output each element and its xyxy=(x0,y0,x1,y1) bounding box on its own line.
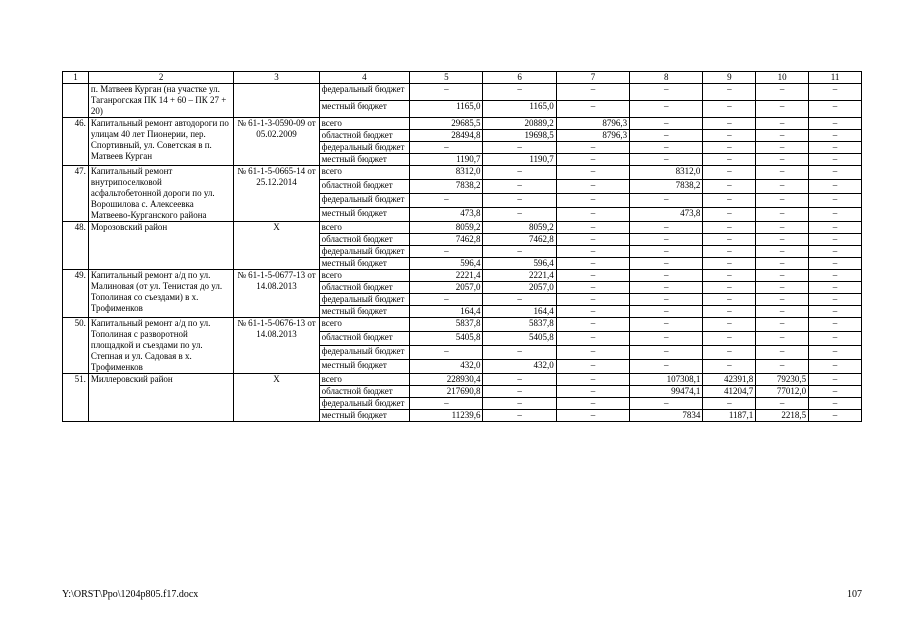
funding-source: федеральный бюджет xyxy=(319,194,410,208)
row-number xyxy=(63,84,89,118)
total-value: 596,4 xyxy=(410,258,483,270)
col8-value: 7834 xyxy=(630,410,703,422)
total-value: – xyxy=(410,84,483,101)
table-row xyxy=(63,270,862,282)
col6-value: 20889,2 xyxy=(483,118,556,130)
col9-value: – xyxy=(703,208,756,222)
col7-value: – xyxy=(556,360,629,374)
col9-value: – xyxy=(703,360,756,374)
col10-value: – xyxy=(756,294,809,306)
col10-value: – xyxy=(756,142,809,154)
col6-value: – xyxy=(483,398,556,410)
col10-value: – xyxy=(756,118,809,130)
col10-value: 79230,5 xyxy=(756,374,809,386)
total-value: 228930,4 xyxy=(410,374,483,386)
col8-value: 8312,0 xyxy=(630,166,703,180)
col7-value: – xyxy=(556,258,629,270)
col8-value: – xyxy=(630,246,703,258)
col7-value: – xyxy=(556,208,629,222)
header-cell: 6 xyxy=(483,72,556,84)
funding-source: федеральный бюджет xyxy=(319,84,410,101)
col8-value: 107308,1 xyxy=(630,374,703,386)
col6-value: 1165,0 xyxy=(483,101,556,118)
funding-source: всего xyxy=(319,374,410,386)
col9-value: – xyxy=(703,166,756,180)
col11-value: – xyxy=(809,270,862,282)
col6-value: 7462,8 xyxy=(483,234,556,246)
col9-value: – xyxy=(703,101,756,118)
header-cell: 8 xyxy=(630,72,703,84)
col7-value: – xyxy=(556,246,629,258)
total-value: 1190,7 xyxy=(410,154,483,166)
col10-value: – xyxy=(756,270,809,282)
total-value: 11239,6 xyxy=(410,410,483,422)
total-value: 8059,2 xyxy=(410,222,483,234)
table-row xyxy=(63,318,862,332)
col6-value: 5837,8 xyxy=(483,318,556,332)
col9-value: – xyxy=(703,282,756,294)
funding-source: федеральный бюджет xyxy=(319,398,410,410)
col11-value: – xyxy=(809,258,862,270)
document-ref: № 61-1-5-0676-13 от 14.08.2013 xyxy=(234,318,319,374)
total-value: 7462,8 xyxy=(410,234,483,246)
col9-value: – xyxy=(703,142,756,154)
total-value: 8312,0 xyxy=(410,166,483,180)
col11-value: – xyxy=(809,166,862,180)
row-number: 49. xyxy=(63,270,89,318)
total-value: – xyxy=(410,294,483,306)
col7-value: – xyxy=(556,154,629,166)
col8-value: 99474,1 xyxy=(630,386,703,398)
col10-value: – xyxy=(756,258,809,270)
col10-value: – xyxy=(756,246,809,258)
object-name: Капитальный ремонт а/д по ул. Тополиная с разворотной площадкой и съездами по ул. Степная и ул. Садовая в х. Трофименков xyxy=(88,318,234,374)
table-row xyxy=(63,222,862,234)
total-value: 5837,8 xyxy=(410,318,483,332)
col8-value: 7838,2 xyxy=(630,180,703,194)
col8-value: – xyxy=(630,282,703,294)
col6-value: 1190,7 xyxy=(483,154,556,166)
col7-value: – xyxy=(556,410,629,422)
col6-value: 432,0 xyxy=(483,360,556,374)
col6-value: 2221,4 xyxy=(483,270,556,282)
col7-value: – xyxy=(556,234,629,246)
col9-value: – xyxy=(703,180,756,194)
object-name: Морозовский район xyxy=(88,222,234,270)
header-cell: 3 xyxy=(234,72,319,84)
object-name: п. Матвеев Курган (на участке ул. Таганрогская ПК 14 + 60 – ПК 27 + 20) xyxy=(88,84,234,118)
col7-value: 8796,3 xyxy=(556,118,629,130)
funding-source: местный бюджет xyxy=(319,410,410,422)
col6-value: 596,4 xyxy=(483,258,556,270)
col6-value: – xyxy=(483,346,556,360)
total-value: 7838,2 xyxy=(410,180,483,194)
col10-value: – xyxy=(756,346,809,360)
col7-value: – xyxy=(556,318,629,332)
document-ref: № 61-1-5-0677-13 от 14.08.2013 xyxy=(234,270,319,318)
col6-value: – xyxy=(483,180,556,194)
total-value: 432,0 xyxy=(410,360,483,374)
col10-value: – xyxy=(756,318,809,332)
col8-value: – xyxy=(630,346,703,360)
col7-value: – xyxy=(556,306,629,318)
header-cell: 2 xyxy=(88,72,234,84)
col11-value: – xyxy=(809,318,862,332)
funding-source: местный бюджет xyxy=(319,208,410,222)
funding-source: всего xyxy=(319,222,410,234)
col6-value: – xyxy=(483,84,556,101)
total-value: – xyxy=(410,246,483,258)
funding-source: всего xyxy=(319,318,410,332)
total-value: 29685,5 xyxy=(410,118,483,130)
col10-value: 2218,5 xyxy=(756,410,809,422)
funding-source: федеральный бюджет xyxy=(319,346,410,360)
col6-value: – xyxy=(483,386,556,398)
col8-value: – xyxy=(630,154,703,166)
col11-value: – xyxy=(809,346,862,360)
col7-value: – xyxy=(556,294,629,306)
row-number: 46. xyxy=(63,118,89,166)
col8-value: – xyxy=(630,294,703,306)
total-value: – xyxy=(410,194,483,208)
col8-value: 473,8 xyxy=(630,208,703,222)
col10-value: – xyxy=(756,332,809,346)
col7-value: – xyxy=(556,194,629,208)
col9-value: – xyxy=(703,270,756,282)
funding-source: областной бюджет xyxy=(319,130,410,142)
col11-value: – xyxy=(809,410,862,422)
table-row xyxy=(63,166,862,180)
budget-table xyxy=(62,71,862,422)
col11-value: – xyxy=(809,101,862,118)
col7-value: – xyxy=(556,180,629,194)
col7-value: – xyxy=(556,374,629,386)
col6-value: – xyxy=(483,294,556,306)
col11-value: – xyxy=(809,142,862,154)
header-row xyxy=(63,72,862,84)
document-ref: № 61-1-5-0665-14 от 25.12.2014 xyxy=(234,166,319,222)
row-number: 47. xyxy=(63,166,89,222)
col7-value: – xyxy=(556,282,629,294)
col8-value: – xyxy=(630,332,703,346)
col6-value: – xyxy=(483,410,556,422)
total-value: 473,8 xyxy=(410,208,483,222)
col8-value: – xyxy=(630,234,703,246)
total-value: 5405,8 xyxy=(410,332,483,346)
col11-value: – xyxy=(809,130,862,142)
col11-value: – xyxy=(809,306,862,318)
total-value: – xyxy=(410,346,483,360)
funding-source: областной бюджет xyxy=(319,180,410,194)
funding-source: местный бюджет xyxy=(319,306,410,318)
col10-value: – xyxy=(756,180,809,194)
col7-value: 8796,3 xyxy=(556,130,629,142)
col6-value: – xyxy=(483,208,556,222)
col6-value: – xyxy=(483,374,556,386)
col7-value: – xyxy=(556,270,629,282)
col8-value: – xyxy=(630,101,703,118)
col11-value: – xyxy=(809,360,862,374)
col10-value: – xyxy=(756,398,809,410)
footer-page-number: 107 xyxy=(847,589,862,600)
header-cell: 1 xyxy=(63,72,89,84)
col11-value: – xyxy=(809,282,862,294)
total-value: 2057,0 xyxy=(410,282,483,294)
col9-value: – xyxy=(703,306,756,318)
col11-value: – xyxy=(809,234,862,246)
total-value: – xyxy=(410,142,483,154)
col7-value: – xyxy=(556,398,629,410)
col6-value: 5405,8 xyxy=(483,332,556,346)
col9-value: – xyxy=(703,294,756,306)
col10-value: – xyxy=(756,84,809,101)
col8-value: – xyxy=(630,270,703,282)
object-name: Капитальный ремонт автодороги по улицам 40 лет Пионерии, пер. Спортивный, ул. Советская в п. Матвеев Курган xyxy=(88,118,234,166)
col9-value: – xyxy=(703,398,756,410)
col6-value: 8059,2 xyxy=(483,222,556,234)
funding-source: областной бюджет xyxy=(319,234,410,246)
col11-value: – xyxy=(809,294,862,306)
total-value: 164,4 xyxy=(410,306,483,318)
funding-source: областной бюджет xyxy=(319,386,410,398)
col11-value: – xyxy=(809,246,862,258)
col9-value: – xyxy=(703,194,756,208)
col11-value: – xyxy=(809,84,862,101)
col6-value: 164,4 xyxy=(483,306,556,318)
col7-value: – xyxy=(556,346,629,360)
total-value: 2221,4 xyxy=(410,270,483,282)
col11-value: – xyxy=(809,118,862,130)
funding-source: всего xyxy=(319,118,410,130)
col10-value: – xyxy=(756,154,809,166)
col9-value: 1187,1 xyxy=(703,410,756,422)
col11-value: – xyxy=(809,194,862,208)
col8-value: – xyxy=(630,130,703,142)
col6-value: 2057,0 xyxy=(483,282,556,294)
header-cell: 9 xyxy=(703,72,756,84)
col6-value: – xyxy=(483,246,556,258)
table-row xyxy=(63,118,862,130)
col10-value: – xyxy=(756,130,809,142)
col10-value: – xyxy=(756,360,809,374)
funding-source: местный бюджет xyxy=(319,258,410,270)
footer-file-path: Y:\ORST\Ppo\1204p805.f17.docx xyxy=(62,589,199,600)
document-ref: Х xyxy=(234,374,319,422)
row-number: 51. xyxy=(63,374,89,422)
object-name: Капитальный ремонт внутрипоселковой асфальтобетонной дороги по ул. Ворошилова с. Алексеевка Матвеево-Курганского района xyxy=(88,166,234,222)
col7-value: – xyxy=(556,222,629,234)
col10-value: – xyxy=(756,194,809,208)
col8-value: – xyxy=(630,360,703,374)
col9-value: – xyxy=(703,346,756,360)
col9-value: 41204,7 xyxy=(703,386,756,398)
funding-source: федеральный бюджет xyxy=(319,294,410,306)
col10-value: 77012,0 xyxy=(756,386,809,398)
col11-value: – xyxy=(809,386,862,398)
col9-value: – xyxy=(703,318,756,332)
col6-value: – xyxy=(483,194,556,208)
funding-source: местный бюджет xyxy=(319,360,410,374)
col9-value: – xyxy=(703,154,756,166)
col9-value: – xyxy=(703,332,756,346)
col9-value: – xyxy=(703,118,756,130)
col7-value: – xyxy=(556,84,629,101)
total-value: – xyxy=(410,398,483,410)
col11-value: – xyxy=(809,374,862,386)
header-cell: 5 xyxy=(410,72,483,84)
col9-value: – xyxy=(703,84,756,101)
col8-value: – xyxy=(630,142,703,154)
col9-value: – xyxy=(703,246,756,258)
col11-value: – xyxy=(809,180,862,194)
col9-value: 42391,8 xyxy=(703,374,756,386)
col11-value: – xyxy=(809,398,862,410)
funding-source: всего xyxy=(319,166,410,180)
funding-source: местный бюджет xyxy=(319,154,410,166)
col7-value: – xyxy=(556,386,629,398)
col10-value: – xyxy=(756,166,809,180)
col8-value: – xyxy=(630,118,703,130)
col9-value: – xyxy=(703,130,756,142)
funding-source: областной бюджет xyxy=(319,282,410,294)
total-value: 217690,8 xyxy=(410,386,483,398)
col10-value: – xyxy=(756,282,809,294)
document-ref xyxy=(234,84,319,118)
col8-value: – xyxy=(630,318,703,332)
col6-value: – xyxy=(483,166,556,180)
col10-value: – xyxy=(756,101,809,118)
document-ref: № 61-1-3-0590-09 от 05.02.2009 xyxy=(234,118,319,166)
col8-value: – xyxy=(630,306,703,318)
col7-value: – xyxy=(556,332,629,346)
col8-value: – xyxy=(630,194,703,208)
col11-value: – xyxy=(809,222,862,234)
col11-value: – xyxy=(809,332,862,346)
table-row xyxy=(63,84,862,101)
header-cell: 4 xyxy=(319,72,410,84)
col6-value: 19698,5 xyxy=(483,130,556,142)
table-row xyxy=(63,374,862,386)
total-value: 1165,0 xyxy=(410,101,483,118)
col8-value: – xyxy=(630,258,703,270)
col10-value: – xyxy=(756,208,809,222)
col9-value: – xyxy=(703,222,756,234)
col10-value: – xyxy=(756,306,809,318)
funding-source: федеральный бюджет xyxy=(319,142,410,154)
funding-source: всего xyxy=(319,270,410,282)
col7-value: – xyxy=(556,142,629,154)
header-cell: 7 xyxy=(556,72,629,84)
col8-value: – xyxy=(630,84,703,101)
col8-value: – xyxy=(630,222,703,234)
document-ref: Х xyxy=(234,222,319,270)
row-number: 48. xyxy=(63,222,89,270)
col10-value: – xyxy=(756,234,809,246)
col11-value: – xyxy=(809,208,862,222)
col9-value: – xyxy=(703,234,756,246)
col10-value: – xyxy=(756,222,809,234)
funding-source: федеральный бюджет xyxy=(319,246,410,258)
header-cell: 11 xyxy=(809,72,862,84)
col11-value: – xyxy=(809,154,862,166)
col8-value: – xyxy=(630,398,703,410)
funding-source: местный бюджет xyxy=(319,101,410,118)
col7-value: – xyxy=(556,166,629,180)
col9-value: – xyxy=(703,258,756,270)
object-name: Миллеровский район xyxy=(88,374,234,422)
col6-value: – xyxy=(483,142,556,154)
header-cell: 10 xyxy=(756,72,809,84)
row-number: 50. xyxy=(63,318,89,374)
object-name: Капитальный ремонт а/д по ул. Малиновая (от ул. Тенистая до ул. Тополиная со съездами) в х. Трофименков xyxy=(88,270,234,318)
col7-value: – xyxy=(556,101,629,118)
total-value: 28494,8 xyxy=(410,130,483,142)
funding-source: областной бюджет xyxy=(319,332,410,346)
